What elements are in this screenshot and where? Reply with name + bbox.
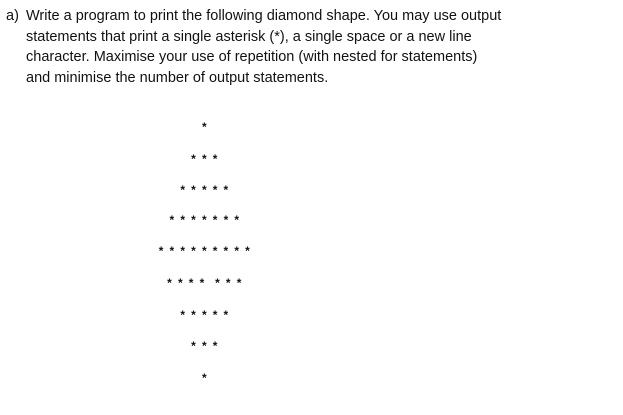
diamond-row-6: * * * * * * *	[167, 276, 243, 290]
diamond-row-5: * * * * * * * * *	[158, 244, 252, 258]
question-line-4: and minimise the number of output statements.	[26, 69, 329, 86]
diamond-row-3: * * * * *	[180, 183, 230, 197]
question-line-2: statements that print a single asterisk (*), a single space or a new line	[26, 28, 472, 45]
diamond-row-2: * * *	[191, 152, 219, 166]
diamond-row-8: * * *	[191, 339, 219, 353]
question-line-1: a) Write a program to print the following diamond shape. You may use output	[6, 6, 606, 27]
diamond-row-7: * * * * *	[180, 308, 230, 322]
diamond-row-4: * * * * * * *	[169, 213, 241, 227]
question-label: a)	[6, 8, 19, 24]
question-line-3: character. Maximise your use of repetition (with nested for statements)	[26, 49, 478, 65]
diamond-row-9: *	[201, 371, 209, 385]
diamond-row-1: *	[201, 120, 209, 134]
